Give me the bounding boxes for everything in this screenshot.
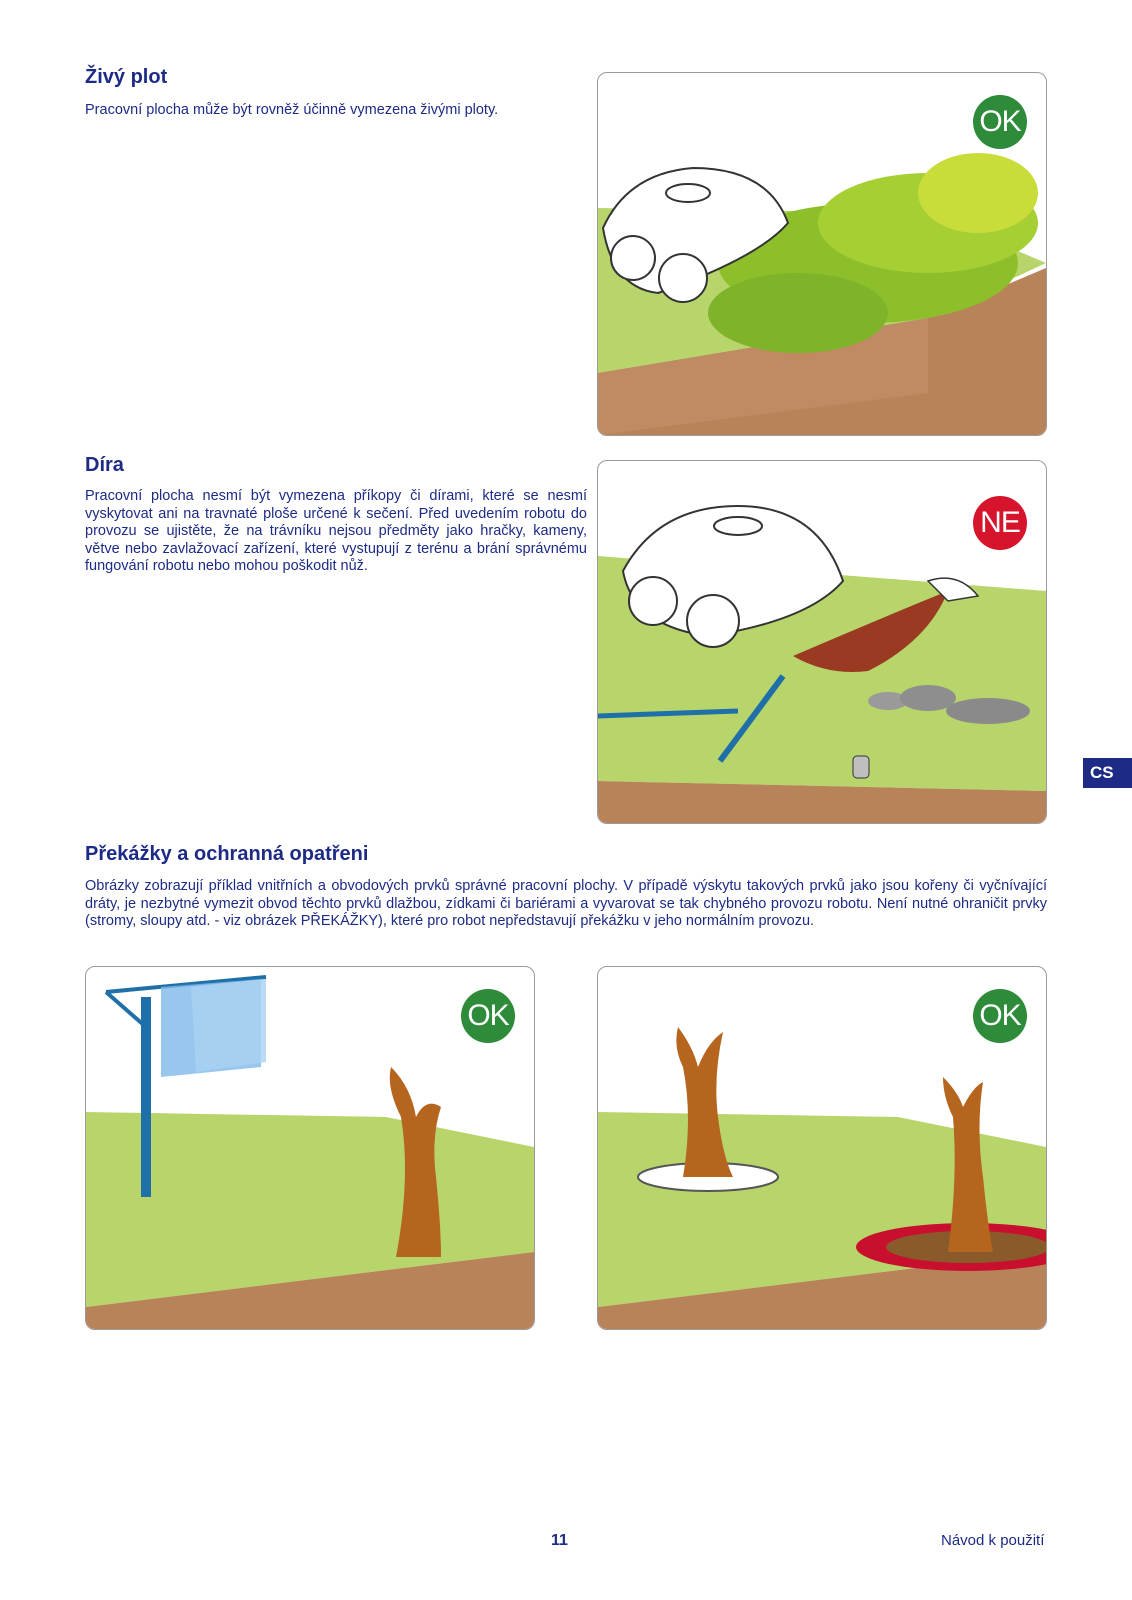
- illustration-obstacles-right: [597, 966, 1047, 1330]
- section-text-obstacles: Obrázky zobrazují příklad vnitřních a obvodových prvků správné pracovní plochy. V případě výskytu takových prvků jako jsou kořeny či vyčnívající dráty, je nezbytné vymezit obvod těchto prvků dlažbou, zídkami či bariérami a vyvarovat se tak chybného provozu robotu. Není nutné ohraničit prvky (stromy, sloupy atd. - viz obrázek PŘEKÁŽKY), které pro robot nepředstavují překážku v jeho normálním provozu.: [85, 878, 1047, 929]
- section-text-hole: Pracovní plocha nesmí být vymezena příkopy či dírami, které se nesmí vyskytovat ani na travnaté ploše určené k sečení. Před uvedením robotu do provozu se ujistěte, že na trávníku nejsou předměty jako hračky, kameny, větve nebo zavlažovací zařízení, které vystupují z terénu a brání správnému fungování robotu nebo mohou poškodit nůž.: [85, 488, 587, 574]
- language-tab: CS: [1083, 758, 1132, 788]
- illustration-obstacles-left: [85, 966, 535, 1330]
- footer-title: Návod k použití: [941, 1532, 1045, 1549]
- section-title-hedge: Živý plot: [85, 66, 168, 88]
- ok-badge-hedge: OK: [973, 95, 1027, 149]
- section-text-hedge: Pracovní plocha může být rovněž účinně vymezena živými ploty.: [85, 102, 499, 118]
- page-number: 11: [551, 1532, 568, 1549]
- illustration-hedge: [597, 72, 1047, 436]
- ok-badge-obstacles-left: OK: [461, 989, 515, 1043]
- illustration-hole: [597, 460, 1047, 824]
- ok-badge-obstacles-right: OK: [973, 989, 1027, 1043]
- section-title-hole: Díra: [85, 454, 124, 476]
- ne-badge-hole: NE: [973, 496, 1027, 550]
- section-title-obstacles: Překážky a ochranná opatřeni: [85, 843, 369, 865]
